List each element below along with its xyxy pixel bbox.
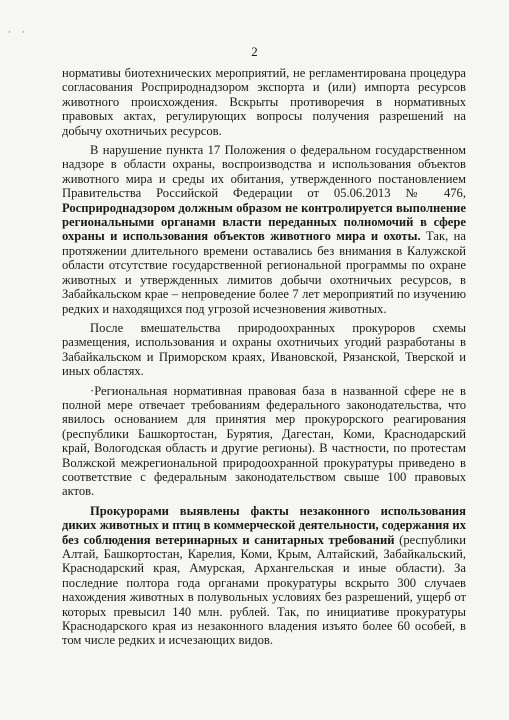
- paragraph-1: [62, 66, 466, 138]
- scan-specks: · ·: [8, 28, 29, 38]
- paragraph-3: [62, 321, 466, 379]
- paragraph-4: [62, 384, 466, 499]
- paragraph-2-text-b: Так, на протяжении длительного времени оставались без внимания в Калужской области отсутствие государственной региональной программы по охране животных и утвержденных лимитов добычи охотничьих ресурсов, в Забайкальском крае – непроведение более 7 лет мероприятий по изучению редких и находящихся под угрозой исчезновения животных.: [62, 229, 466, 316]
- paragraph-1-text: нормативы биотехнических мероприятий, не регламентирована процедура согласования Росприроднадзором экспорта и (или) импорта ресурсов животного происхождения. Вскрыты противоречия в нормативных правовых актах, регулирующих вопросы получения разрешений на добычу охотничьих ресурсов.: [62, 66, 466, 138]
- paragraph-4-text: ·Региональная нормативная правовая база в названной сфере не в полной мере отвечает требованиям федерального законодательства, что явилось основанием для принятия мер прокурорского реагирования (республики Башкортостан, Бурятия, Дагестан, Коми, Краснодарский край, Вологодская область и другие регионы). В частности, по протестам Волжской межрегиональной природоохранной прокуратуры приведено в соответствие с федеральным законодательством свыше 100 правовых актов.: [62, 383, 466, 499]
- paragraph-2: [62, 143, 466, 316]
- paragraph-5-text: (республики Алтай, Башкортостан, Карелия, Коми, Крым, Алтайский, Забайкальский, Краснодарский края, Амурская, Архангельская и иные области). За последние полтора года органами прокуратуры вскрыто 300 случаев нахождения животных в полувольных условиях без разрешений, ущерб от которых превысил 140 млн. рублей. Так, по инициативе прокуратуры Краснодарского края из незаконного владения изъято более 60 особей, в том числе редких и исчезающих видов.: [62, 532, 466, 648]
- paragraph-5: [62, 504, 466, 648]
- paragraph-2-bold: Росприроднадзором должным образом не контролируется выполнение региональными органами власти переданных полномочий в сфере охраны и использования объектов животного мира и охоты.: [62, 200, 466, 244]
- paragraph-3-text: После вмешательства природоохранных прокуроров схемы размещения, использования и охраны охотничьих угодий разработаны в Забайкальском и Приморском краях, Ивановской, Рязанской, Тверской и иных областях.: [62, 320, 466, 379]
- paragraph-5-bold: Прокурорами выявлены факты незаконного использования диких животных и птиц в коммерческой деятельности, содержания их без соблюдения ветеринарных и санитарных требований: [62, 503, 466, 547]
- document-body: [62, 66, 466, 648]
- page-number: 2: [251, 44, 258, 59]
- paragraph-2-text-a: В нарушение пункта 17 Положения о федеральном государственном надзоре в области охраны, воспроизводства и использования объектов животного мира и среды их обитания, утвержденного постановлением Правительства Российской Федерации от 05.06.2013 № 476,: [62, 143, 466, 201]
